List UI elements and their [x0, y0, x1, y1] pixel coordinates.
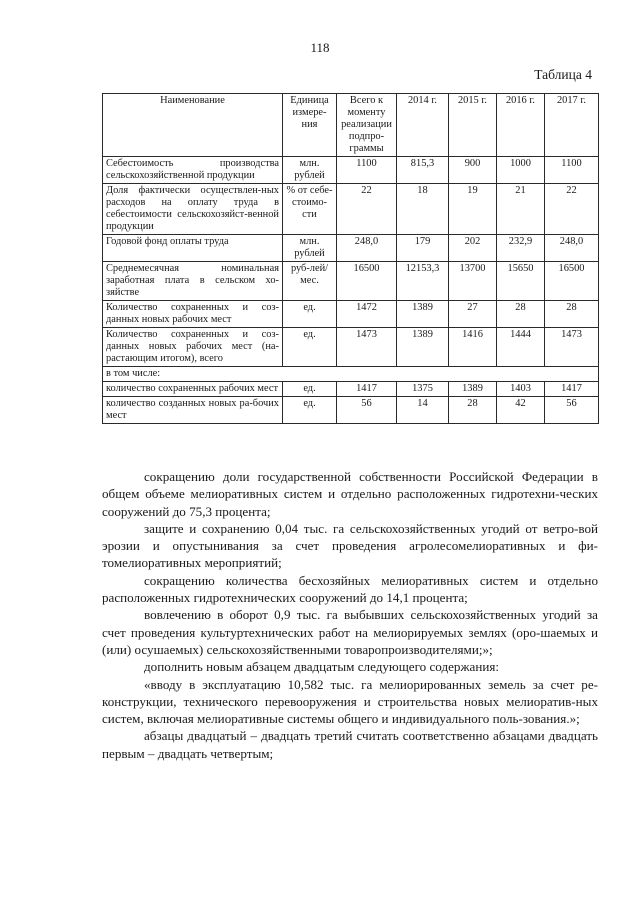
row-value-2017: 16500	[545, 262, 599, 301]
header-unit: Единица измере-ния	[283, 94, 337, 157]
row-name: Количество сохраненных и соз-данных новых рабочих мест (на-растающим итогом), всего	[103, 328, 283, 367]
page-number: 118	[310, 40, 330, 55]
indicators-table	[102, 93, 599, 424]
row-value-2017: 22	[545, 184, 599, 235]
row-value-2015: 19	[449, 184, 497, 235]
row-value-total: 16500	[337, 262, 397, 301]
row-value-2017: 56	[545, 397, 599, 424]
row-name: Количество сохраненных и соз-данных новых рабочих мест	[103, 301, 283, 328]
row-name: количество созданных новых ра-бочих мест	[103, 397, 283, 424]
row-value-2015: 900	[449, 157, 497, 184]
row-value-total: 1472	[337, 301, 397, 328]
row-unit: ед.	[283, 301, 337, 328]
row-value-2016: 28	[497, 301, 545, 328]
row-name: количество сохраненных рабочих мест	[103, 382, 283, 397]
row-value-2016: 21	[497, 184, 545, 235]
row-unit: руб-лей/мес.	[283, 262, 337, 301]
row-value-2016: 1444	[497, 328, 545, 367]
row-unit: млн. рублей	[283, 157, 337, 184]
table-row	[103, 157, 599, 184]
row-value-2015: 1389	[449, 382, 497, 397]
row-value-2015: 202	[449, 235, 497, 262]
paragraph: абзацы двадцатый – двадцать третий считать соответственно абзацами двадцать первым – двадцать четвертым;	[102, 728, 598, 761]
row-value-2016: 232,9	[497, 235, 545, 262]
paragraph: сокращению количества бесхозяйных мелиоративных систем и отдельно расположенных гидротехнических сооружений до 14,1 процента;	[102, 572, 598, 606]
row-value-2014: 1375	[397, 382, 449, 397]
paragraph: сокращению доли государственной собственности Российской Федерации в общем объеме мелиоративных систем и отдельно расположенных гидротехни-ческих сооружений до 75,3 процента;	[102, 469, 598, 519]
row-value-2017: 1100	[545, 157, 599, 184]
row-value-total: 1100	[337, 157, 397, 184]
row-unit: млн. рублей	[283, 235, 337, 262]
row-unit: ед.	[283, 328, 337, 367]
table-header-row	[103, 94, 599, 157]
table-row	[103, 262, 599, 301]
table-row	[103, 184, 599, 235]
header-2017: 2017 г.	[545, 94, 599, 157]
table-caption: Таблица 4	[534, 67, 592, 82]
row-value-total: 1473	[337, 328, 397, 367]
row-value-total: 1417	[337, 382, 397, 397]
row-unit: % от себе-стоимо-сти	[283, 184, 337, 235]
body-text	[102, 468, 598, 762]
paragraph: «вводу в эксплуатацию 10,582 тыс. га мелиорированных земель за счет ре-конструкции, технического перевооружения и строительства новых мелиоратив-ных систем, включая мелиоративные системы общего и индивидуального поль-зования.»;	[102, 676, 598, 727]
row-value-2016: 15650	[497, 262, 545, 301]
row-value-2015: 13700	[449, 262, 497, 301]
header-2014: 2014 г.	[397, 94, 449, 157]
row-value-2015: 27	[449, 301, 497, 328]
row-value-2014: 1389	[397, 301, 449, 328]
table-row	[103, 328, 599, 367]
row-value-2015: 28	[449, 397, 497, 424]
row-value-2017: 28	[545, 301, 599, 328]
table-subheading: в том числе:	[103, 367, 599, 382]
header-2015: 2015 г.	[449, 94, 497, 157]
header-2016: 2016 г.	[497, 94, 545, 157]
table-subheading-row	[103, 367, 599, 382]
row-value-2014: 14	[397, 397, 449, 424]
row-value-2014: 815,3	[397, 157, 449, 184]
row-value-2014: 18	[397, 184, 449, 235]
row-unit: ед.	[283, 382, 337, 397]
row-value-2016: 1000	[497, 157, 545, 184]
row-value-2016: 1403	[497, 382, 545, 397]
row-unit: ед.	[283, 397, 337, 424]
row-name: Себестоимость производства сельскохозяйственной продукции	[103, 157, 283, 184]
paragraph: дополнить новым абзацем двадцатым следующего содержания:	[144, 659, 500, 675]
row-value-2015: 1416	[449, 328, 497, 367]
row-value-total: 22	[337, 184, 397, 235]
table-row	[103, 382, 599, 397]
row-name: Среднемесячная номинальная заработная плата в сельском хо-зяйстве	[103, 262, 283, 301]
paragraph: вовлечению в оборот 0,9 тыс. га выбывших сельскохозяйственных угодий за счет проведения культуртехнических работ на мелиорируемых землях (оро-шаемых и (или) осушаемых) сельскохозяйственными товаропроизводителями;»;	[102, 607, 598, 657]
row-name: Доля фактически осуществлен-ных расходов на оплату труда в себестоимости сельскохозяйст-венной продукции	[103, 184, 283, 235]
row-value-2016: 42	[497, 397, 545, 424]
paragraph: защите и сохранению 0,04 тыс. га сельскохозяйственных угодий от ветро-вой эрозии и опустынивания за счет проведения агролесомелиоративных и фи-томелиоративных мероприятий;	[102, 520, 598, 571]
row-value-2014: 179	[397, 235, 449, 262]
row-value-2014: 12153,3	[397, 262, 449, 301]
row-name: Годовой фонд оплаты труда	[103, 235, 283, 262]
row-value-2014: 1389	[397, 328, 449, 367]
row-value-total: 56	[337, 397, 397, 424]
table-row	[103, 301, 599, 328]
table-row	[103, 235, 599, 262]
header-name: Наименование	[103, 94, 283, 157]
row-value-2017: 1473	[545, 328, 599, 367]
row-value-2017: 1417	[545, 382, 599, 397]
row-value-total: 248,0	[337, 235, 397, 262]
header-total: Всего к моменту реализации подпро-граммы	[337, 94, 397, 157]
table-row	[103, 397, 599, 424]
row-value-2017: 248,0	[545, 235, 599, 262]
